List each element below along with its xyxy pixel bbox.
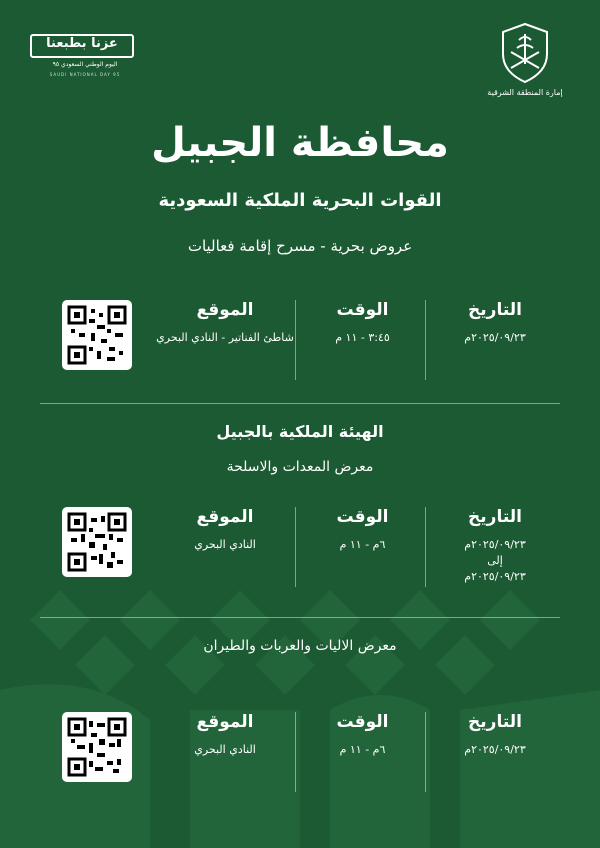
section-subtitle: معرض الاليات والعربات والطيران [203, 638, 397, 654]
date-value: ٢٠٢٥/٠٩/٢٣م [464, 538, 526, 551]
time-column [300, 712, 425, 758]
date-value: ٢٠٢٥/٠٩/٢٣م [464, 743, 526, 756]
location-value: النادي البحري [194, 538, 256, 551]
time-value: ٦م - ١١ م [339, 743, 386, 756]
time-label: الوقت [336, 712, 389, 732]
location-column [155, 507, 295, 553]
qr-code[interactable] [62, 300, 132, 370]
time-label: الوقت [336, 507, 389, 527]
date-to-value: ٢٠٢٥/٠٩/٢٣م [464, 570, 526, 583]
section-title: الهيئة الملكية بالجبيل [216, 422, 384, 441]
date-label: التاريخ [468, 300, 522, 320]
section-subtitle: معرض المعدات والاسلحة [226, 459, 374, 475]
time-column [300, 300, 425, 346]
time-value: ٣:٤٥ - ١١ م [335, 331, 390, 344]
time-column [300, 507, 425, 553]
page-title: محافظة الجبيل [151, 120, 449, 166]
national-day-slogan: عزنا بطبعنا [46, 36, 118, 51]
divider [40, 403, 560, 404]
date-label: التاريخ [468, 507, 522, 527]
emirate-caption: إمارة المنطقة الشرقية [487, 88, 563, 97]
date-column [430, 507, 560, 585]
qr-code-icon [67, 305, 127, 365]
location-value: شاطئ الفناتير - النادي البحري [156, 331, 294, 344]
location-label: الموقع [196, 712, 254, 732]
page-subtitle: القوات البحرية الملكية السعودية [158, 190, 442, 211]
qr-code[interactable] [62, 712, 132, 782]
location-column [155, 300, 295, 346]
location-value: النادي البحري [194, 743, 256, 756]
qr-code[interactable] [62, 507, 132, 577]
national-day-logo [30, 34, 140, 80]
date-column [430, 712, 560, 758]
time-label: الوقت [336, 300, 389, 320]
emirate-logo [480, 22, 570, 106]
event-tagline: عروض بحرية - مسرح إقامة فعاليات [187, 237, 413, 255]
national-day-english: SAUDI NATIONAL DAY 95 [49, 72, 121, 77]
location-label: الموقع [196, 507, 254, 527]
national-day-subtitle: اليوم الوطني السعودي ٩٥ [52, 61, 118, 68]
location-label: الموقع [196, 300, 254, 320]
divider [40, 617, 560, 618]
date-to-word: إلى [487, 554, 503, 567]
location-column [155, 712, 295, 758]
date-value: ٢٠٢٥/٠٩/٢٣م [464, 331, 526, 344]
time-value: ٦م - ١١ م [339, 538, 386, 551]
date-column [430, 300, 560, 346]
date-label: التاريخ [468, 712, 522, 732]
qr-code-icon [67, 717, 127, 777]
saudi-emblem-icon [498, 22, 552, 84]
qr-code-icon [67, 512, 127, 572]
